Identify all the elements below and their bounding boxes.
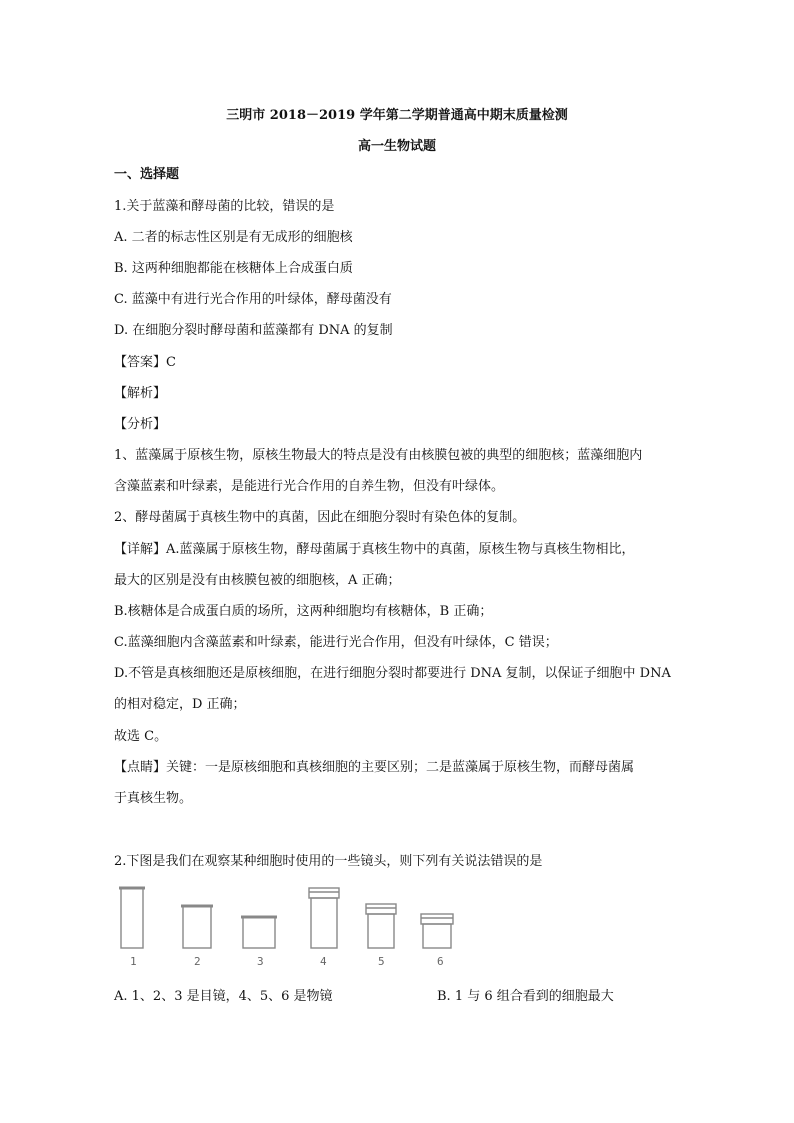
q1-detail-line: 最大的区别是没有由核膜包被的细胞核，A 正确； [114,573,401,588]
section-heading: 一、选择题 [114,167,180,182]
q1-point-line: 于真核生物。 [114,791,193,806]
lens-label: 1 [130,955,137,968]
q1-detail-line: 的相对稳定，D 正确； [114,697,246,712]
lens-2-icon [181,906,213,948]
q1-detail-line: D.不管是真核细胞还是原核细胞，在进行细胞分裂时都要进行 DNA 复制，以保证子细胞中 DNA [114,666,671,681]
q1-analysis-line: 1、蓝藻属于原核生物，原核生物最大的特点是没有由核膜包被的典型的细胞核；蓝藻细胞内 [114,448,643,463]
point-label: 【点睛】 [114,760,167,775]
q2-option-b: B. 1 与 6 组合看到的细胞最大 [437,989,614,1004]
detail-label: 【详解】 [114,542,167,557]
q1-point-line [114,759,634,777]
exam-subtitle: 高一生物试题 [357,139,436,154]
exam-title: 三明市 2018－2019 学年第二学期普通高中期末质量检测 [226,108,568,123]
q1-jiexi-label: 【解析】 [114,386,167,401]
q1-option-b: B. 这两种细胞都能在核糖体上合成蛋白质 [114,261,353,276]
q1-detail-line: B.核糖体是合成蛋白质的场所，这两种细胞均有核糖体，B 正确； [114,604,493,619]
detail-text: A.蓝藻属于原核生物，酵母菌属于真核生物中的真菌，原核生物与真核生物相比， [166,542,635,557]
q1-detail-line: C.蓝藻细胞内含藻蓝素和叶绿素，能进行光合作用，但没有叶绿体，C 错误； [114,635,558,650]
lens-5-icon [366,904,396,948]
lens-6-icon [421,914,453,948]
q1-fenxi-label: 【分析】 [114,417,167,432]
q1-answer: 【答案】C [114,355,176,370]
q1-detail-line: 故选 C。 [114,729,168,744]
lens-label: 2 [194,955,201,968]
point-text: 关键：一是原核细胞和真核细胞的主要区别；二是蓝藻属于原核生物，而酵母菌属 [166,760,635,775]
q1-analysis-line: 2、酵母菌属于真核生物中的真菌，因此在细胞分裂时有染色体的复制。 [114,510,526,525]
question-2-stem: 2.下图是我们在观察某种细胞时使用的一些镜头，则下列有关说法错误的是 [114,854,543,869]
q1-option-c: C. 蓝藻中有进行光合作用的叶绿体，酵母菌没有 [114,292,392,307]
q1-analysis-line: 含藻蓝素和叶绿素，是能进行光合作用的自养生物，但没有叶绿体。 [114,479,505,494]
lens-3-icon [241,917,277,948]
q1-option-d: D. 在细胞分裂时酵母菌和蓝藻都有 DNA 的复制 [114,323,393,338]
lens-label: 3 [257,955,264,968]
q2-option-a: A. 1、2、3 是目镜，4、5、6 是物镜 [114,989,333,1004]
lens-label: 4 [320,955,327,968]
lens-figure [114,880,474,975]
lens-4-icon [309,888,339,948]
q1-option-a: A. 二者的标志性区别是有无成形的细胞核 [114,230,353,245]
lens-1-icon [119,888,145,948]
lens-label: 5 [378,955,385,968]
lens-label: 6 [437,955,444,968]
q1-detail-line [114,541,635,559]
question-1-stem: 1.关于蓝藻和酵母菌的比较，错误的是 [114,199,335,214]
